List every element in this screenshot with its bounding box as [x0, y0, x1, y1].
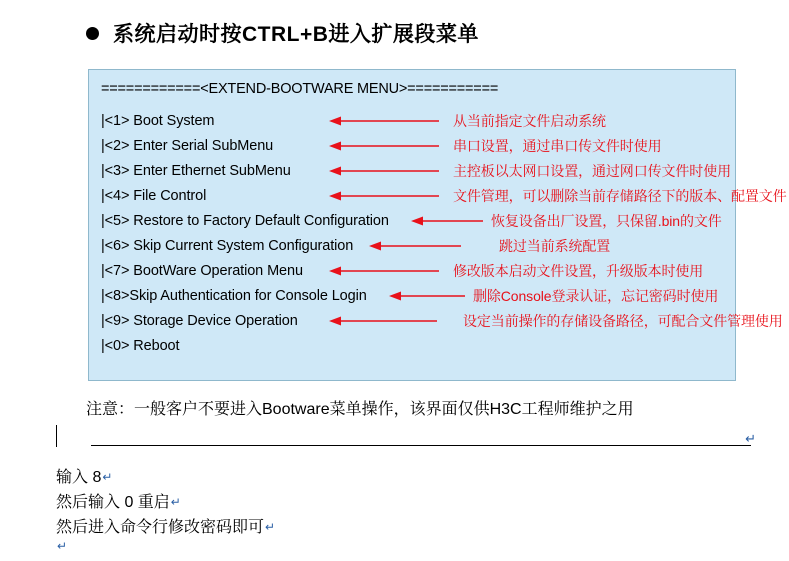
menu-item-note: 修改版本启动文件设置，升级版本时使用	[453, 262, 704, 279]
menu-item-label: |<8>Skip Authentication for Console Login	[101, 287, 367, 304]
menu-item-note: 文件管理，可以删除当前存储路径下的版本、配置文件	[453, 187, 787, 204]
menu-item-label: |<5> Restore to Factory Default Configuration	[101, 212, 389, 229]
menu-row[interactable]	[101, 258, 729, 283]
arrow-icon	[411, 214, 483, 228]
menu-row[interactable]	[101, 183, 787, 208]
arrow-icon	[329, 314, 437, 328]
menu-item-note: 串口设置，通过串口传文件时使用	[453, 137, 662, 154]
body-line-text: 然后进入命令行修改密码即可	[56, 519, 265, 536]
arrow-icon	[329, 114, 439, 128]
menu-row[interactable]	[101, 208, 729, 233]
menu-item-note: 删除Console登录认证，忘记密码时使用	[473, 287, 719, 304]
menu-item-note: 从当前指定文件启动系统	[453, 112, 606, 129]
menu-item-label: |<7> BootWare Operation Menu	[101, 262, 303, 279]
menu-row[interactable]	[101, 233, 729, 258]
arrow-icon	[329, 189, 439, 203]
body-line-text: 然后输入 0 重启	[56, 494, 170, 511]
bootware-menu-panel	[88, 69, 787, 381]
menu-item-label: |<0> Reboot	[101, 337, 180, 354]
paragraph-mark: ↵	[57, 539, 68, 553]
arrow-icon	[389, 289, 465, 303]
paragraph-mark: ↵	[265, 520, 276, 534]
menu-item-label: |<4> File Control	[101, 187, 207, 204]
menu-item-note: 设定当前操作的存储设备路径，可配合文件管理使用	[463, 312, 783, 329]
menu-row[interactable]	[101, 308, 783, 333]
menu-item-label: |<6> Skip Current System Configuration	[101, 237, 354, 254]
menu-item-label: |<1> Boot System	[101, 112, 215, 129]
paragraph-mark: ↵	[102, 470, 113, 484]
body-line	[56, 489, 181, 512]
paragraph-mark: ↵	[745, 431, 756, 446]
body-line	[56, 464, 112, 487]
page-heading	[86, 18, 479, 48]
menu-item-note: 跳过当前系统配置	[499, 237, 611, 254]
menu-row[interactable]	[101, 333, 729, 358]
body-line	[56, 538, 67, 556]
menu-row[interactable]	[101, 133, 729, 158]
separator-row	[56, 425, 756, 451]
horizontal-rule	[91, 445, 751, 446]
page-title: 系统启动时按CTRL+B进入扩展段菜单	[113, 23, 479, 46]
text-cursor	[56, 425, 57, 447]
menu-item-label: |<3> Enter Ethernet SubMenu	[101, 162, 291, 179]
menu-row[interactable]	[101, 158, 729, 183]
arrow-icon	[329, 264, 439, 278]
menu-item-list	[101, 108, 787, 358]
arrow-icon	[329, 164, 439, 178]
caption-note: 注意：一般客户不要进入Bootware菜单操作，该界面仅供H3C工程师维护之用	[86, 401, 634, 418]
paragraph-mark: ↵	[170, 495, 181, 509]
menu-item-label: |<9> Storage Device Operation	[101, 312, 298, 329]
arrow-icon	[329, 139, 439, 153]
body-line	[56, 514, 275, 537]
arrow-icon	[369, 239, 461, 253]
menu-item-label: |<2> Enter Serial SubMenu	[101, 137, 274, 154]
menu-title: ============<EXTEND-BOOTWARE MENU>===========	[101, 81, 499, 97]
menu-item-note: 主控板以太网口设置，通过网口传文件时使用	[453, 162, 731, 179]
menu-row[interactable]	[101, 108, 729, 133]
menu-row[interactable]	[101, 283, 729, 308]
body-line-text: 输入 8	[56, 469, 102, 486]
bullet-icon	[86, 27, 99, 40]
menu-item-note: 恢复设备出厂设置，只保留.bin的文件	[491, 212, 722, 229]
